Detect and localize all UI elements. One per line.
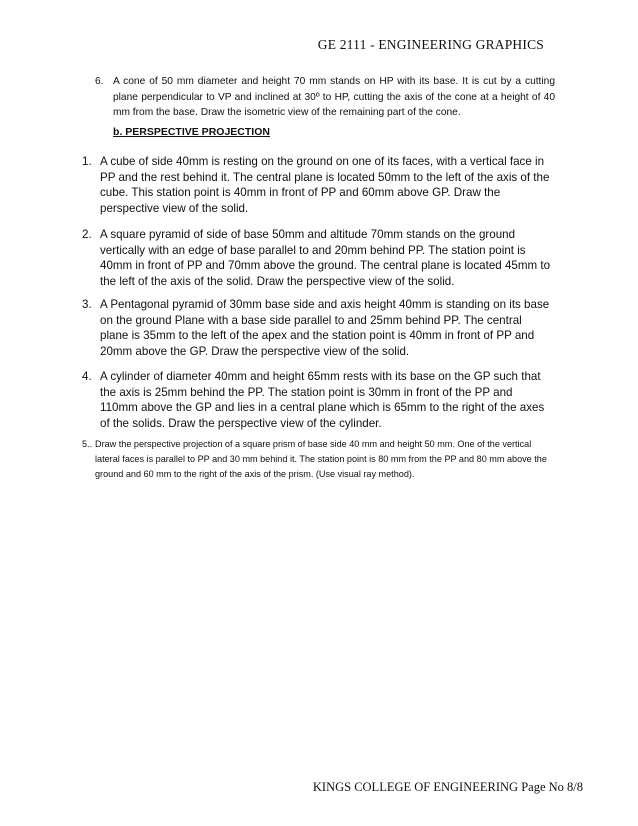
page-header: GE 2111 - ENGINEERING GRAPHICS xyxy=(317,37,544,52)
section-heading: b. PERSPECTIVE PROJECTION xyxy=(113,126,270,138)
question-6 xyxy=(95,74,555,121)
question-number: 1. xyxy=(82,155,92,168)
question-6-text: A cone of 50 mm diameter and height 70 mm stands on HP with its base. It is cut by a cutting plane perpendicular to VP and inclined at 30º to HP, cutting the axis of the cone at a height of 40 mm from the base. Draw the isometric view of the remaining part of the cone. xyxy=(113,76,555,118)
page-footer: KINGS COLLEGE OF ENGINEERING Page No 8/8 xyxy=(312,780,583,794)
question-text: Draw the perspective projection of a square prism of base side 40 mm and height 50 mm. One of the vertical lateral faces is parallel to PP and 30 mm behind it. The station point is 80 mm from the PP and 80 mm above the ground and 60 mm to the right of the axis of the prism. (Use visual ray method). xyxy=(95,439,547,479)
question-number: 4. xyxy=(82,370,92,383)
question-6-number: 6. xyxy=(95,76,104,87)
question-item-2 xyxy=(82,227,552,289)
question-text: A Pentagonal pyramid of 30mm base side and axis height 40mm is standing on its base on the ground Plane with a base side parallel to and 25mm behind PP. The central plane is 35mm to the left of the apex and the station point is 40mm in front of PP and 20mm above the GP. Draw the perspective view of the solid. xyxy=(100,298,550,358)
question-text: A cylinder of diameter 40mm and height 65mm rests with its base on the GP such that the axis is 25mm behind the PP. The station point is 30mm in front of the PP and 110mm above the GP and lies in a central plane which is 65mm to the right of the axes of the solids. Draw the perspective view of the cylinder. xyxy=(100,370,545,430)
question-item-3 xyxy=(82,297,552,359)
question-number: 3. xyxy=(82,298,92,311)
question-item-4 xyxy=(82,369,552,431)
question-number: 5.. xyxy=(82,439,93,449)
question-item-5 xyxy=(82,437,552,482)
question-number: 2. xyxy=(82,228,92,241)
question-text: A square pyramid of side of base 50mm and altitude 70mm stands on the ground vertically with an edge of base parallel to and 20mm behind PP. The station point is 40mm in front of PP and 70mm above the ground. The central plane is located 45mm to the left of the axis of the solid. Draw the perspective view of the solid. xyxy=(100,228,551,288)
question-text: A cube of side 40mm is resting on the ground on one of its faces, with a vertical face in PP and the rest behind it. The central plane is located 50mm to the left of the axis of the cube. This station point is 40mm in front of PP and 60mm above GP. Draw the perspective view of the solid. xyxy=(100,155,550,215)
question-item-1 xyxy=(82,154,552,216)
